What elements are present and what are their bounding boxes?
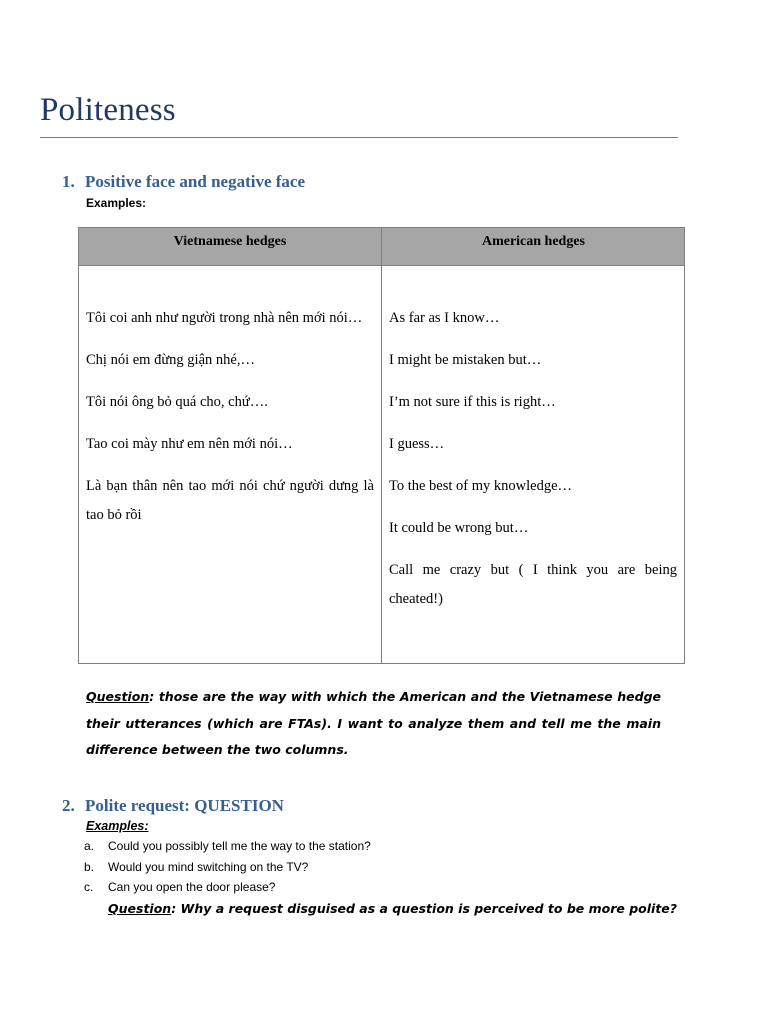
- section-1-title: Positive face and negative face: [85, 172, 305, 191]
- example-list: [84, 838, 371, 900]
- vietnamese-hedge: Là bạn thân nên tao mới nói chứ người dưng là tao bỏ rồi: [86, 478, 374, 523]
- vietnamese-hedge: Tôi nói ông bỏ quá cho, chứ….: [86, 394, 268, 410]
- question-label: Question: [108, 901, 172, 916]
- list-item-text: Can you open the door please?: [108, 880, 276, 894]
- question-text: : Why a request disguised as a question is perceived to be more polite?: [171, 901, 678, 916]
- list-item: [84, 838, 371, 859]
- american-hedges-cell: [389, 304, 677, 627]
- american-hedge: I guess…: [389, 436, 445, 452]
- vietnamese-hedge: Tao coi mày như em nên mới nói…: [86, 436, 293, 452]
- list-marker: a.: [84, 839, 95, 853]
- examples-label: Examples:: [86, 819, 149, 833]
- page-title: Politeness: [40, 92, 176, 128]
- hedges-table: [78, 227, 685, 664]
- list-marker: c.: [84, 880, 94, 894]
- title-divider: [40, 137, 678, 138]
- header-american-hedges: American hedges: [481, 234, 586, 249]
- american-hedge: As far as I know…: [389, 310, 500, 326]
- vietnamese-hedge: Tôi coi anh như người trong nhà nên mới nói…: [86, 310, 363, 326]
- vietnamese-hedge: Chị nói em đừng giận nhé,…: [86, 352, 255, 368]
- header-vietnamese-hedges: Vietnamese hedges: [173, 234, 287, 249]
- question-text: : those are the way with which the American and the Vietnamese hedge their utterances (which are FTAs). I want to analyze them and tell me the main difference between the two columns.: [86, 689, 661, 757]
- section-1-heading: [62, 172, 305, 192]
- vietnamese-hedges-cell: [86, 304, 374, 543]
- american-hedge: I’m not sure if this is right…: [389, 394, 556, 410]
- section-2-question: [108, 901, 677, 916]
- section-2-heading: [62, 796, 284, 816]
- examples-label: Examples:: [86, 196, 147, 210]
- american-hedge: It could be wrong but…: [389, 520, 529, 536]
- list-item: [84, 879, 371, 900]
- american-hedge: To the best of my knowledge…: [389, 478, 573, 494]
- section-1-number: 1.: [62, 172, 75, 191]
- american-hedge: Call me crazy but ( I think you are being cheated!): [389, 562, 677, 607]
- section-1-question: [86, 684, 661, 764]
- list-item: [84, 859, 371, 880]
- section-2-number: 2.: [62, 796, 75, 815]
- american-hedge: I might be mistaken but…: [389, 352, 542, 368]
- list-item-text: Could you possibly tell me the way to the station?: [108, 839, 371, 853]
- list-marker: b.: [84, 859, 95, 874]
- question-label: Question: [86, 689, 150, 704]
- list-item-text: Would you mind switching on the TV?: [108, 859, 309, 874]
- column-divider: [381, 228, 382, 663]
- section-2-title: Polite request: QUESTION: [85, 796, 284, 815]
